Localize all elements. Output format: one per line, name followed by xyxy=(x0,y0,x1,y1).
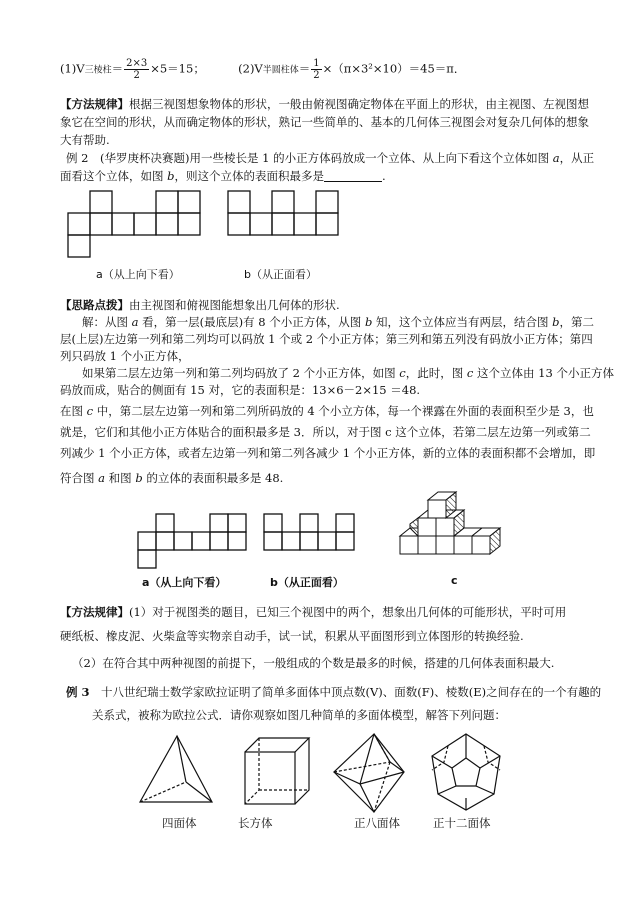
caption-c-2: c xyxy=(451,574,458,587)
example-2-label: 例 2 xyxy=(66,151,100,165)
caption-a-2: a（从上向下看） xyxy=(142,576,227,589)
caption-a-top: a（从上向下看） xyxy=(96,268,180,281)
method-rule-2-tag: 【方法规律】 xyxy=(60,605,129,619)
solution-line-4: 如果第二层左边第一列和第二列均码放了 2 个小正方体，如图 c，此时，图 c 这个立体由 13 个小正方体 xyxy=(82,366,614,380)
solution-line-1: 解：从图 a 看，第一层(最底层)有 8 个小正方体，从图 b 知，这个立体应当有两层，结合图 b，第二 xyxy=(82,315,594,329)
solution-line-9: 符合图 a 和图 b 的立体的表面积最多是 48. xyxy=(60,471,284,485)
method-rule-1-line-2: 象它在空间的形状，从而确定物体的形状，熟记一些简单的、基本的几何体三视图会对复杂几何体的想象 xyxy=(60,115,589,129)
fraction-1: $\frac{2\times 3}{2}$ xyxy=(126,58,148,81)
solution-line-6: 在图 c 中，第二层左边第一列和第二列所码放的 4 个小立方体，每一个裸露在外面的表面积至少是 3，也 xyxy=(60,404,594,418)
fraction-2: $\frac{1}{2}$ xyxy=(313,58,320,81)
label-tetrahedron: 四面体 xyxy=(162,816,197,830)
formula-1-rest: ×5＝15； xyxy=(150,61,205,76)
example-3-line-1: 例 3 十八世纪瑞士数学家欧拉证明了简单多面体中顶点数(V)、面数(F)、棱数(E)之间存在的一个有趣的 xyxy=(66,685,602,699)
solution-line-3: 列只码放 1 个小正方体， xyxy=(60,349,190,363)
formula-2-rest: ×（π×3²×10）＝45＝π． xyxy=(322,61,466,76)
method-rule-1-line-3: 大有帮助. xyxy=(60,133,110,147)
method-rule-2-line-1: 【方法规律】(1）对于视图类的题目，已知三个视图中的两个，想象出几何体的可能形状，平时可用 xyxy=(60,605,567,619)
figure-c-isometric-stack xyxy=(400,504,520,574)
example-2-line-1: 例 2 (华罗庚杯决赛题)用一些棱长是 1 的小正方体码放成一个立体、从上向下看这个立体如图 a，从正 xyxy=(66,151,595,165)
formula-line xyxy=(60,58,465,81)
method-rule-tag: 【方法规律】 xyxy=(60,97,129,111)
dodecahedron-figure xyxy=(426,732,506,812)
figure-b-front-view xyxy=(228,191,388,251)
example-3-line-2: 关系式，被称为欧拉公式．请你观察如图几种简单的多面体模型，解答下列问题： xyxy=(92,708,506,722)
formula-1-label: (1)V xyxy=(60,61,85,76)
octahedron-figure xyxy=(334,734,414,814)
solution-line-7: 就是，它们和其他小正方体贴合的面积最多是 3．所以，对于图 c 这个立体，若第二层左边第一列或第二 xyxy=(60,425,591,439)
solution-line-2: 层(上层)左边第一列和第二列均可以码放 1 个或 2 个小正方体；第三列和第五列没有码放小正方体；第四 xyxy=(60,332,593,346)
figure-a-top-view xyxy=(68,191,248,271)
figure-b-front-view-2 xyxy=(264,514,384,564)
hint-line: 【思路点拨】由主视图和俯视图能想象出几何体的形状. xyxy=(60,298,340,312)
solution-line-8: 列减少 1 个小正方体，或者左边第一列和第二列各减少 1 个小正方体，新的立体的表面积都不会增加，即 xyxy=(60,446,596,460)
formula-2-eq: ＝ xyxy=(298,61,311,76)
caption-b-2: b（从正面看） xyxy=(270,576,344,589)
label-cuboid: 长方体 xyxy=(238,816,273,830)
hint-tag: 【思路点拨】 xyxy=(60,298,129,312)
method-rule-2-line-2: 硬纸板、橡皮泥、火柴盒等实物亲自动手，试一试，积累从平面图形到立体图形的转换经验. xyxy=(60,629,524,643)
answer-blank xyxy=(324,169,382,182)
tetrahedron-figure xyxy=(140,736,215,808)
label-octahedron: 正八面体 xyxy=(354,816,400,830)
formula-2-sub: 半圆柱体 xyxy=(262,65,299,76)
caption-b-top: b（从正面看） xyxy=(244,268,317,281)
cuboid-figure xyxy=(245,738,313,810)
formula-2-label: (2)V xyxy=(238,61,263,76)
label-dodecahedron: 正十二面体 xyxy=(433,816,491,830)
method-rule-2-line-3: （2）在符合其中两种视图的前提下，一般组成的个数是最多的时候，搭建的几何体表面积最大. xyxy=(72,656,555,670)
formula-1-sub: 三棱柱 xyxy=(84,65,112,76)
example-3-label: 例 3 xyxy=(66,685,90,699)
method-rule-1-line-1: 【方法规律】根据三视图想象物体的形状，一般由俯视图确定物体在平面上的形状，由主视图、左视图想 xyxy=(60,97,589,111)
solution-line-5: 码放而成，贴合的侧面有 15 对，它的表面积是：13×6－2×15 ＝48. xyxy=(60,383,421,397)
example-2-line-2: 面看这个立体，如图 b，则这个立体的表面积最多是 . xyxy=(60,169,386,183)
formula-1-eq: ＝ xyxy=(111,61,124,76)
